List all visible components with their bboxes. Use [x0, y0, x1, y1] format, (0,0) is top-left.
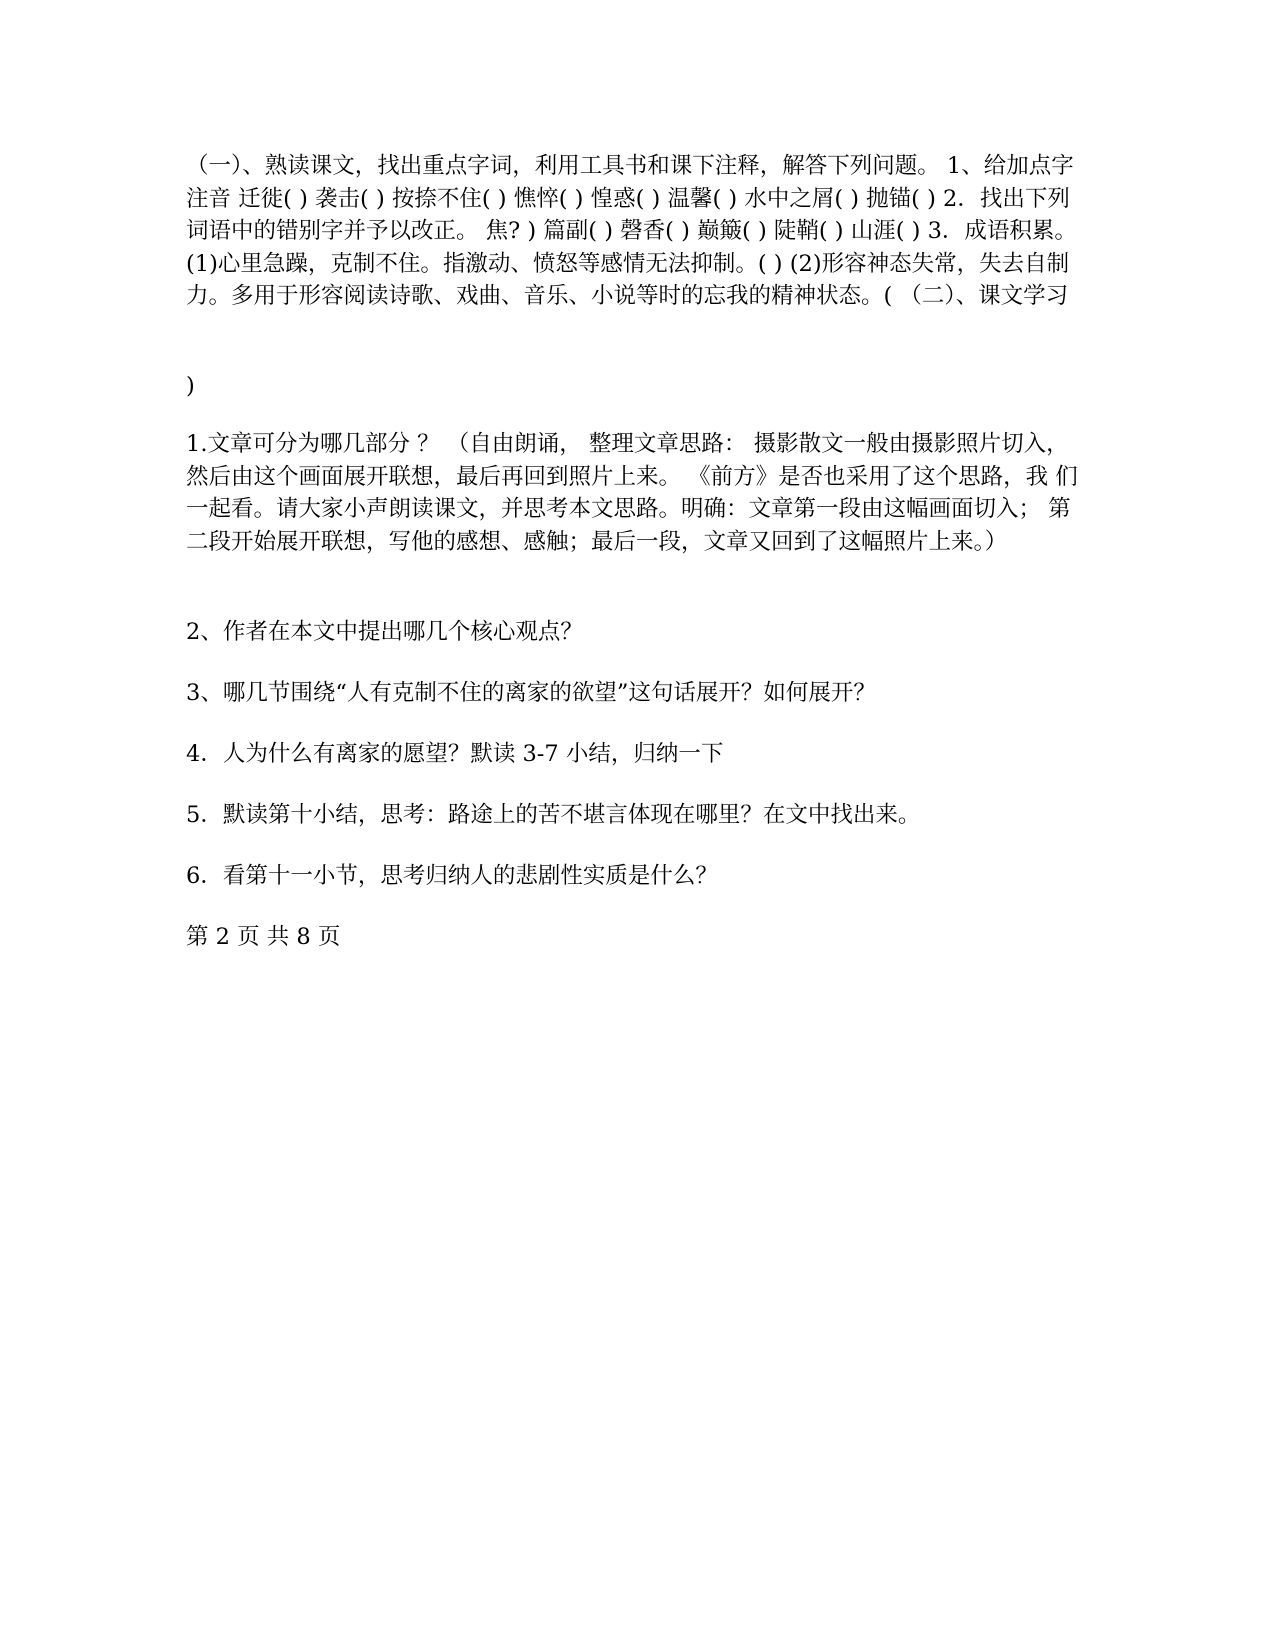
closing-parenthesis: ) [186, 373, 195, 399]
question-3: 3、哪几节围绕“人有克制不住的离家的欲望”这句话展开？如何展开？ [186, 680, 876, 706]
question-2: 2、作者在本文中提出哪几个核心观点？ [186, 619, 583, 645]
page-number-footer: 第 2 页 共 8 页 [186, 924, 341, 950]
question-5: 5．默读第十小结，思考：路途上的苦不堪言体现在哪里？在文中找出来。 [186, 802, 921, 828]
question-4: 4．人为什么有离家的愿望？默读 3-7 小结，归纳一下 [186, 741, 724, 767]
question-6: 6．看第十一小节，思考归纳人的悲剧性实质是什么？ [186, 863, 718, 889]
question-1-paragraph: 1.文章可分为哪几部分 ？ （自由朗诵， 整理文章思路： 摄影散文一般由摄影照片切入， 然后由这个画面展开联想，最后再回到照片上来。 《前方》是否也采用了这个思路，我 们一起看。请大家小声朗读课文，并思考本文思路。明确：文章第一段由这幅画面切入； 第二段开始展开联想，写他的感想、感触；最后一段，文章又回到了这幅照片上来。） [186, 431, 1078, 555]
intro-paragraph: （一）、熟读课文，找出重点字词，利用工具书和课下注释，解答下列问题。 1、给加点字注音 迁徙( ) 袭击( ) 按捺不住( ) 憔悴( ) 惶惑( ) 温馨( ) 水中之屑( ) 抛锚( ) 2．找出下列词语中的错别字并予以改正。 焦? ) 篇副( ) 磬香( ) 巅簸( ) 陡鞘( ) 山涯( ) 3．成语积累。 (1)心里急躁，克制不住。指激动、愤怒等感情无法抑制。( ) (2)形容神态失常，失去自制力。多用于形容阅读诗歌、戏曲、音乐、小说等时的忘我的精神状态。( （二）、课文学习 [186, 153, 1077, 309]
